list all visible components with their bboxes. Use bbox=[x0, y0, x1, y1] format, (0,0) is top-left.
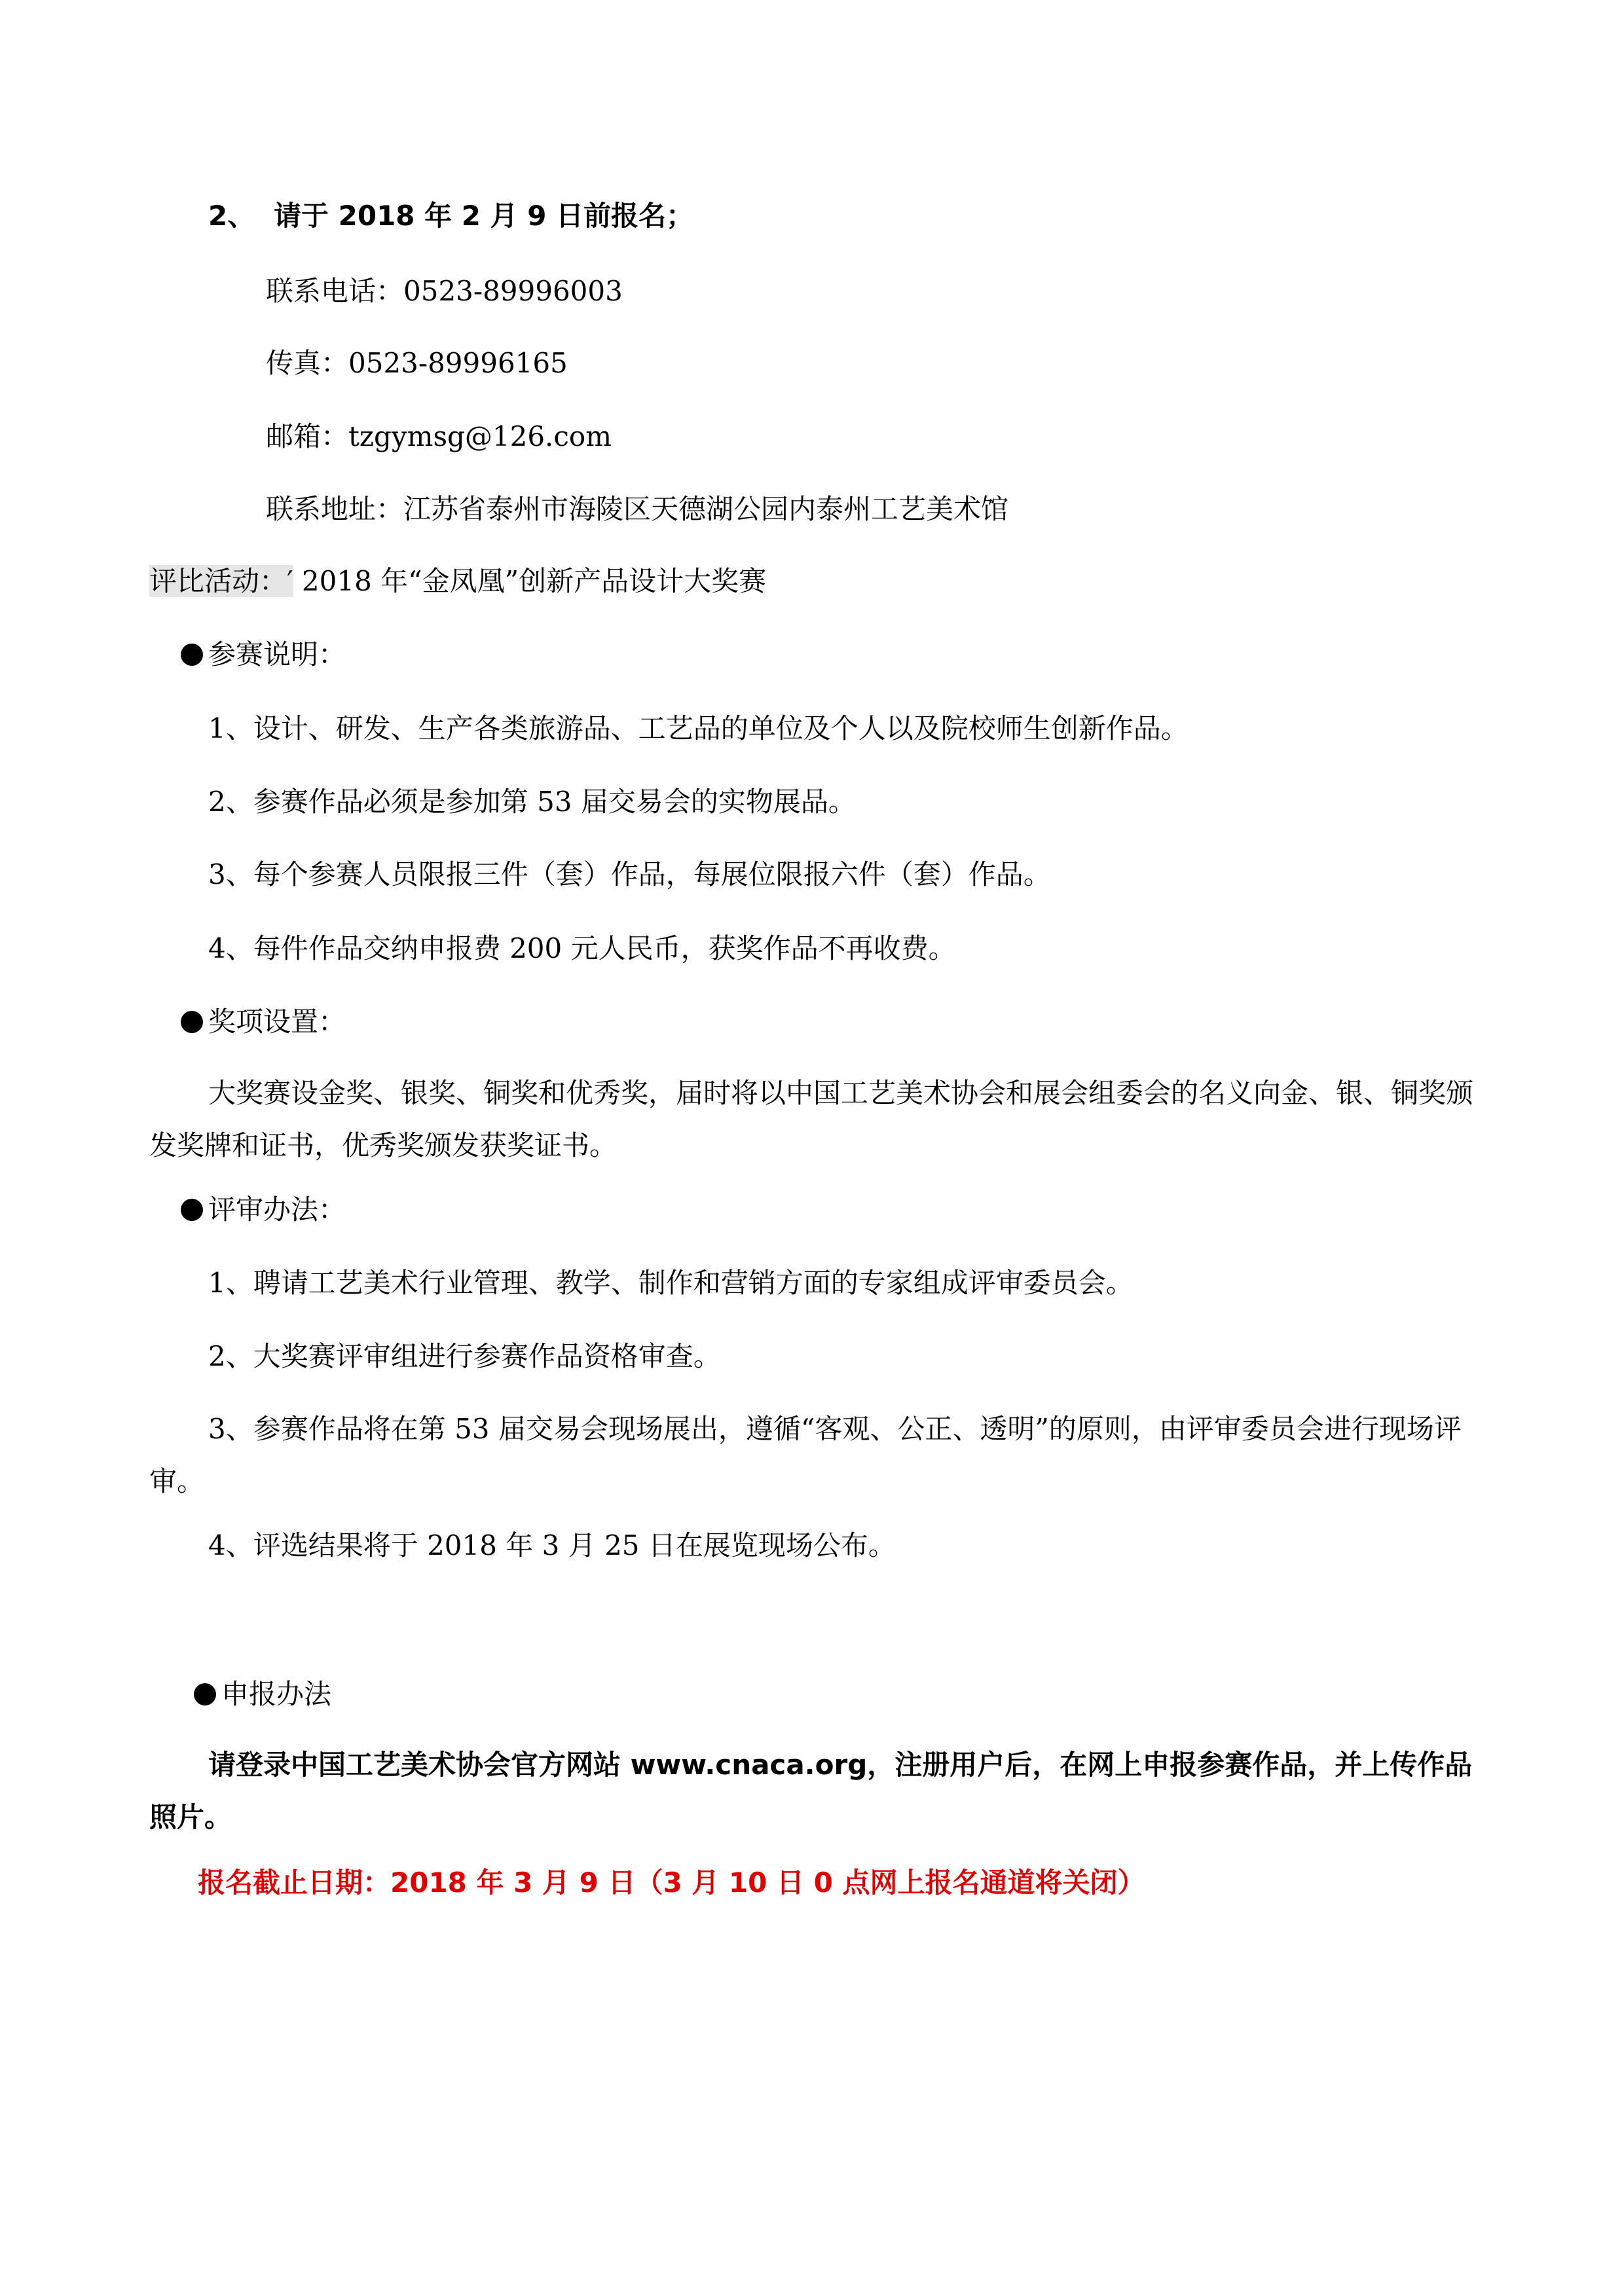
bullet-icon bbox=[194, 1683, 216, 1705]
activity-mark: ′ bbox=[287, 565, 293, 597]
contact-phone: 联系电话：0523-89996003 bbox=[266, 275, 623, 307]
awards-heading: 奖项设置： bbox=[208, 1006, 346, 1038]
rules-item: 4、每件作品交纳申报费 200 元人民币，获奖作品不再收费。 bbox=[208, 932, 956, 964]
judging-heading: 评审办法： bbox=[208, 1194, 346, 1226]
bullet-icon bbox=[181, 644, 203, 666]
judging-item: 4、评选结果将于 2018 年 3 月 25 日在展览现场公布。 bbox=[208, 1529, 896, 1561]
rules-heading: 参赛说明： bbox=[208, 638, 346, 670]
rules-heading-line bbox=[181, 635, 346, 674]
contact-address: 联系地址：江苏省泰州市海陵区天德湖公园内泰州工艺美术馆 bbox=[266, 493, 1009, 525]
deadline-text: 报名截止日期：2018 年 3 月 9 日（3 月 10 日 0 点网上报名通道将关闭） bbox=[198, 1867, 1145, 1899]
activity-line bbox=[149, 562, 766, 601]
rules-item: 1、设计、研发、生产各类旅游品、工艺品的单位及个人以及院校师生创新作品。 bbox=[208, 712, 1189, 744]
apply-heading-line bbox=[194, 1675, 331, 1714]
register-number: 2、 bbox=[208, 200, 255, 232]
rules-item: 2、参赛作品必须是参加第 53 届交易会的实物展品。 bbox=[208, 786, 856, 818]
rules-item: 3、每个参赛人员限报三件（套）作品，每展位限报六件（套）作品。 bbox=[208, 858, 1051, 890]
judging-item: 3、参赛作品将在第 53 届交易会现场展出，遵循“客观、公正、透明”的原则，由评审委员会进行现场评审。 bbox=[149, 1413, 1462, 1497]
contact-email: 邮箱：tzgymsg@126.com bbox=[266, 420, 612, 452]
bullet-icon bbox=[181, 1011, 203, 1033]
judging-heading-line bbox=[181, 1190, 346, 1230]
judging-item: 1、聘请工艺美术行业管理、教学、制作和营销方面的专家组成评审委员会。 bbox=[208, 1267, 1134, 1299]
awards-text: 大奖赛设金奖、银奖、铜奖和优秀奖，届时将以中国工艺美术协会和展会组委会的名义向金、银、铜奖颁发奖牌和证书，优秀奖颁发获奖证书。 bbox=[149, 1077, 1474, 1161]
apply-heading: 申报办法 bbox=[221, 1678, 332, 1710]
judging-item: 2、大奖赛评审组进行参赛作品资格审查。 bbox=[208, 1340, 721, 1372]
activity-label: 评比活动： bbox=[149, 565, 287, 597]
bullet-icon bbox=[181, 1199, 203, 1221]
awards-heading-line bbox=[181, 1002, 346, 1042]
apply-text: 请登录中国工艺美术协会官方网站 www.cnaca.org，注册用户后，在网上申报参赛作品，并上传作品照片。 bbox=[149, 1749, 1473, 1833]
contact-fax: 传真：0523-89996165 bbox=[266, 347, 568, 379]
activity-title: 2018 年“金凤凰”创新产品设计大奖赛 bbox=[293, 565, 767, 597]
register-heading: 请于 2018 年 2 月 9 日前报名； bbox=[274, 200, 694, 232]
